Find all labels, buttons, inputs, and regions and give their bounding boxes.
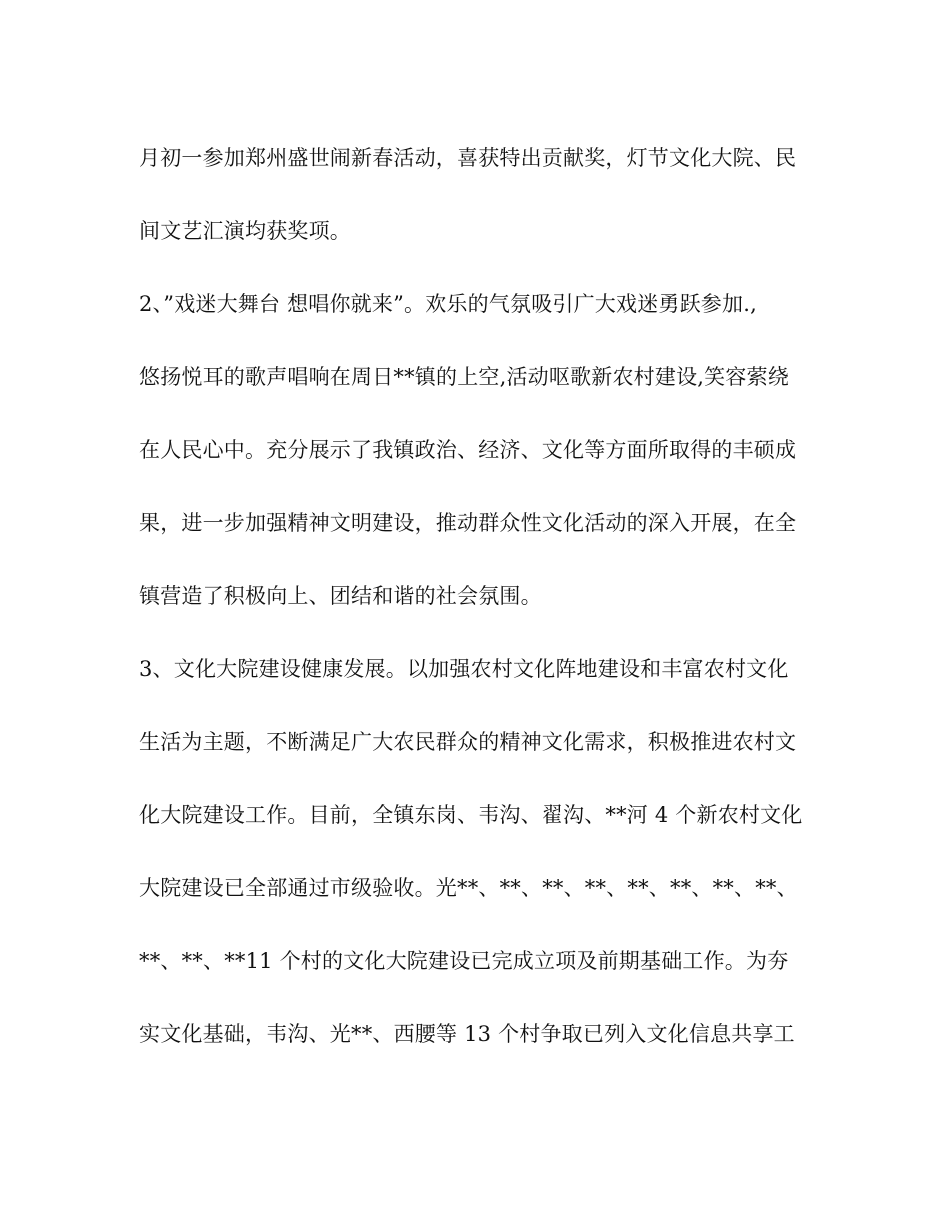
text-line-7: 镇营造了积极向上、团结和谐的社会氛围。 — [139, 584, 542, 608]
text-line-3: 2、”戏迷大舞台 想唱你就来”。欢乐的气氛吸引广大戏迷勇跃参加., — [139, 292, 757, 316]
text-line-2: 间文艺汇演均获奖项。 — [139, 219, 351, 243]
text-line-9: 生活为主题，不断满足广大农民群众的精神文化需求，积极推进农村文 — [139, 730, 797, 754]
text-line-5: 在人民心中。充分展示了我镇政治、经济、文化等方面所取得的丰硕成 — [139, 438, 797, 462]
text-line-6: 果，进一步加强精神文明建设，推动群众性文化活动的深入开展，在全 — [139, 511, 797, 535]
text-line-1: 月初一参加郑州盛世闹新春活动，喜获特出贡献奖，灯节文化大院、民 — [139, 146, 797, 170]
text-line-11: 大院建设已全部通过市级验收。光**、**、**、**、**、**、**、**、 — [139, 876, 798, 900]
text-line-8: 3、文化大院建设健康发展。以加强农村文化阵地建设和丰富农村文化 — [139, 657, 789, 681]
text-line-13: 实文化基础，韦沟、光**、西腰等 13 个村争取已列入文化信息共享工 — [139, 1022, 795, 1046]
text-line-4: 悠扬悦耳的歌声唱响在周日**镇的上空,活动呕歌新农村建设,笑容萦绕 — [139, 365, 789, 389]
text-line-10: 化大院建设工作。目前，全镇东岗、韦沟、翟沟、**河 4 个新农村文化 — [139, 803, 803, 827]
text-line-12: **、**、**11 个村的文化大院建设已完成立项及前期基础工作。为夯 — [139, 949, 789, 973]
